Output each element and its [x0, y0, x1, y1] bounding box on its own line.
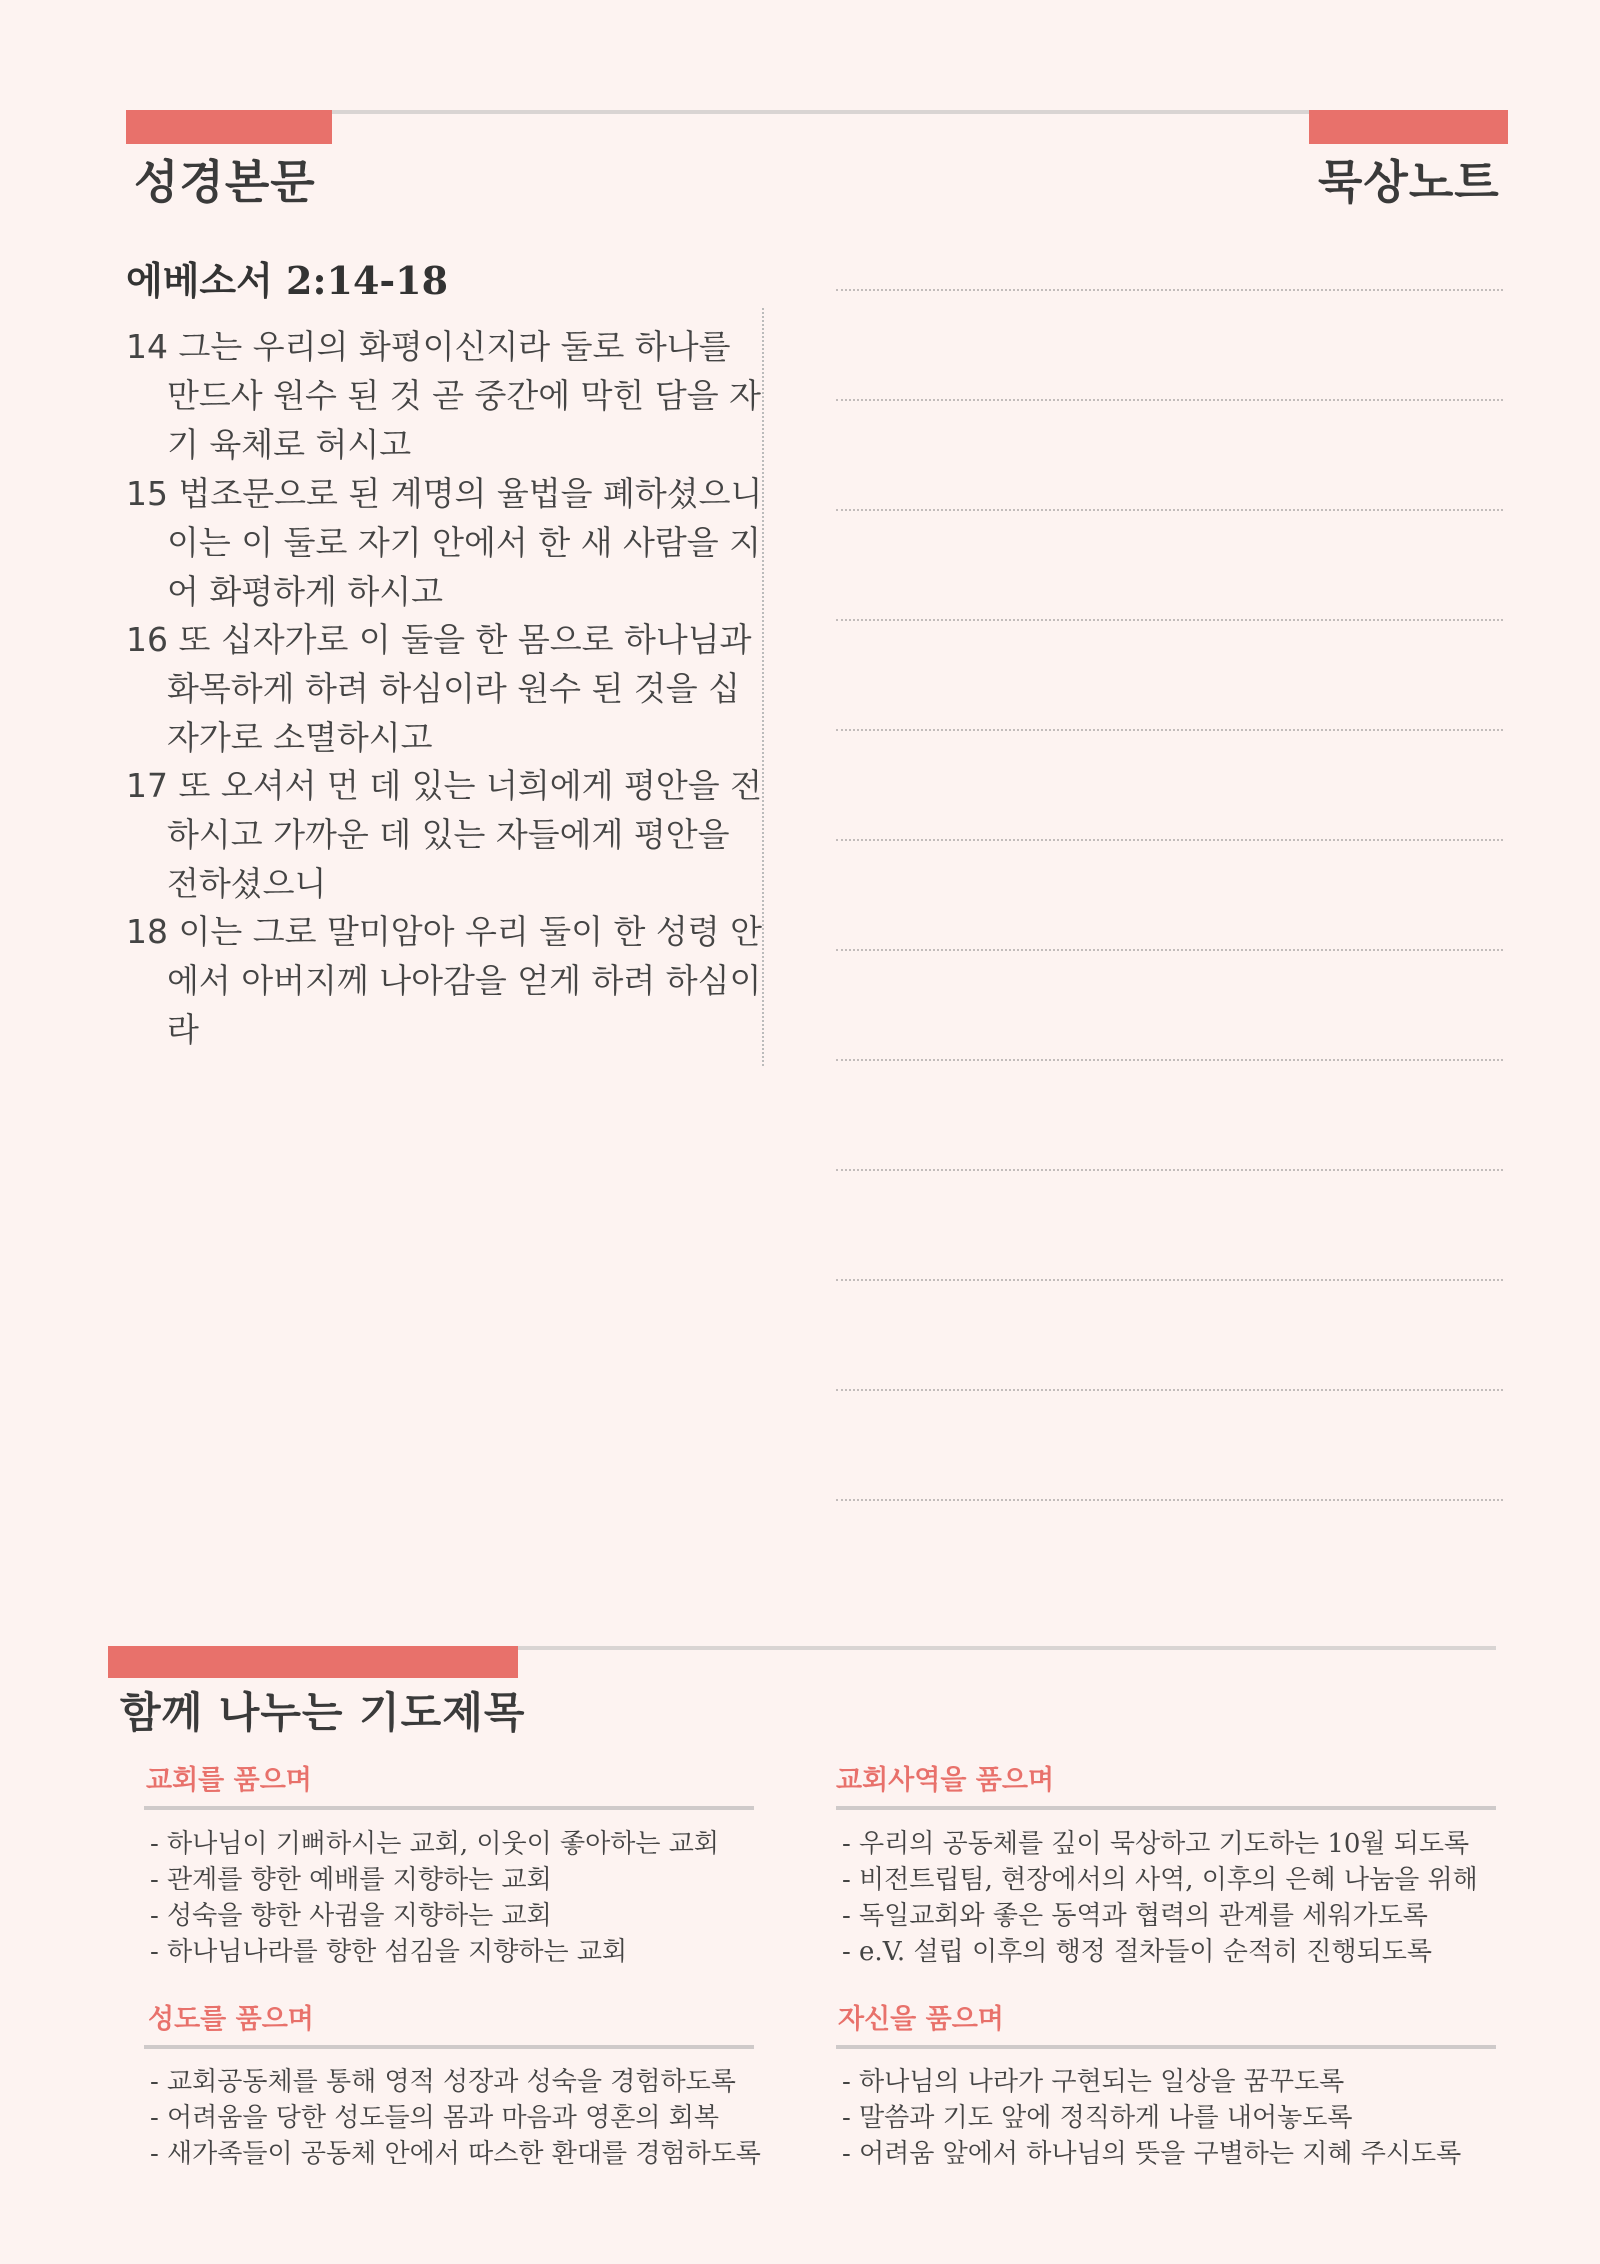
- verse-18: 18 이는 그로 말미암아 우리 둘이 한 성령 안에서 아버지께 나아감을 얻게 하려 하심이라: [126, 912, 762, 1049]
- right-accent-bar: [1309, 110, 1508, 144]
- list-item: - 새가족들이 공동체 안에서 따스한 환대를 경험하도록: [150, 2139, 761, 2169]
- note-line: [836, 399, 1503, 401]
- list-item: - 교회공동체를 통해 영적 성장과 성숙을 경험하도록: [150, 2067, 736, 2097]
- list-item: - 하나님나라를 향한 섬김을 지향하는 교회: [150, 1937, 628, 1967]
- prayer-group-church-heading: 교회를 품으며: [146, 1765, 312, 1796]
- note-line: [836, 729, 1503, 731]
- note-line: [836, 509, 1503, 511]
- note-line: [836, 1279, 1503, 1281]
- verse-14: 14 그는 우리의 화평이신지라 둘로 하나를 만드사 원수 된 것 곧 중간에 막힌 담을 자기 육체로 허시고: [126, 327, 761, 464]
- verse-15: 15 법조문으로 된 계명의 율법을 폐하셨으니 이는 이 둘로 자기 안에서 한 새 사람을 지어 화평하게 하시고: [126, 474, 763, 611]
- prayer-group-ministry-heading: 교회사역을 품으며: [836, 1765, 1055, 1796]
- verse-16: 16 또 십자가로 이 둘을 한 몸으로 하나님과 화목하게 하려 하심이라 원수 된 것을 십자가로 소멸하시고: [126, 620, 752, 757]
- top-divider: [126, 110, 1508, 114]
- meditation-note-heading: 묵상노트: [1318, 155, 1500, 209]
- list-item: - 어려움을 당한 성도들의 몸과 마음과 영혼의 회복: [150, 2103, 719, 2133]
- list-item: - 성숙을 향한 사귐을 지향하는 교회: [150, 1901, 552, 1931]
- list-item: - 말씀과 기도 앞에 정직하게 나를 내어놓도록: [842, 2103, 1353, 2133]
- note-line: [836, 949, 1503, 951]
- bible-passage-heading: 성경본문: [134, 155, 316, 209]
- column-divider: [762, 308, 764, 1066]
- note-line: [836, 1389, 1503, 1391]
- list-item: - 비전트립팀, 현장에서의 사역, 이후의 은혜 나눔을 위해: [842, 1865, 1478, 1895]
- prayer-group-ministry-list: [842, 1826, 1478, 1970]
- left-accent-bar: [126, 110, 332, 144]
- prayer-accent-bar: [108, 1646, 518, 1678]
- verse-17: 17 또 오셔서 먼 데 있는 너희에게 평안을 전하시고 가까운 데 있는 자들에게 평안을 전하셨으니: [126, 766, 762, 903]
- prayer-group-self-list: [842, 2064, 1461, 2172]
- list-item: - e.V. 설립 이후의 행정 절차들이 순적히 진행되도록: [842, 1937, 1432, 1967]
- prayer-group-members-list: [150, 2064, 761, 2172]
- note-line: [836, 1169, 1503, 1171]
- note-line: [836, 839, 1503, 841]
- list-item: - 하나님이 기뻐하시는 교회, 이웃이 좋아하는 교회: [150, 1829, 719, 1859]
- list-item: - 어려움 앞에서 하나님의 뜻을 구별하는 지혜 주시도록: [842, 2139, 1462, 2169]
- prayer-group-self-heading: 자신을 품으며: [838, 2004, 1004, 2035]
- prayer-heading: 함께 나누는 기도제목: [120, 1688, 526, 1737]
- prayer-group-members-heading: 성도를 품으며: [148, 2004, 314, 2035]
- prayer-group-church-list: [150, 1826, 719, 1970]
- note-line: [836, 289, 1503, 291]
- prayer-group-rule: [836, 1806, 1496, 1810]
- prayer-group-rule: [144, 1806, 754, 1810]
- note-line: [836, 1059, 1503, 1061]
- note-line: [836, 619, 1503, 621]
- list-item: - 독일교회와 좋은 동역과 협력의 관계를 세워가도록: [842, 1901, 1428, 1931]
- prayer-group-rule: [144, 2045, 754, 2049]
- list-item: - 관계를 향한 예배를 지향하는 교회: [150, 1865, 552, 1895]
- passage-reference: 에베소서 2:14-18: [126, 258, 449, 303]
- note-line: [836, 1499, 1503, 1501]
- list-item: - 하나님의 나라가 구현되는 일상을 꿈꾸도록: [842, 2067, 1345, 2097]
- prayer-group-rule: [836, 2045, 1496, 2049]
- list-item: - 우리의 공동체를 깊이 묵상하고 기도하는 10월 되도록: [842, 1829, 1470, 1859]
